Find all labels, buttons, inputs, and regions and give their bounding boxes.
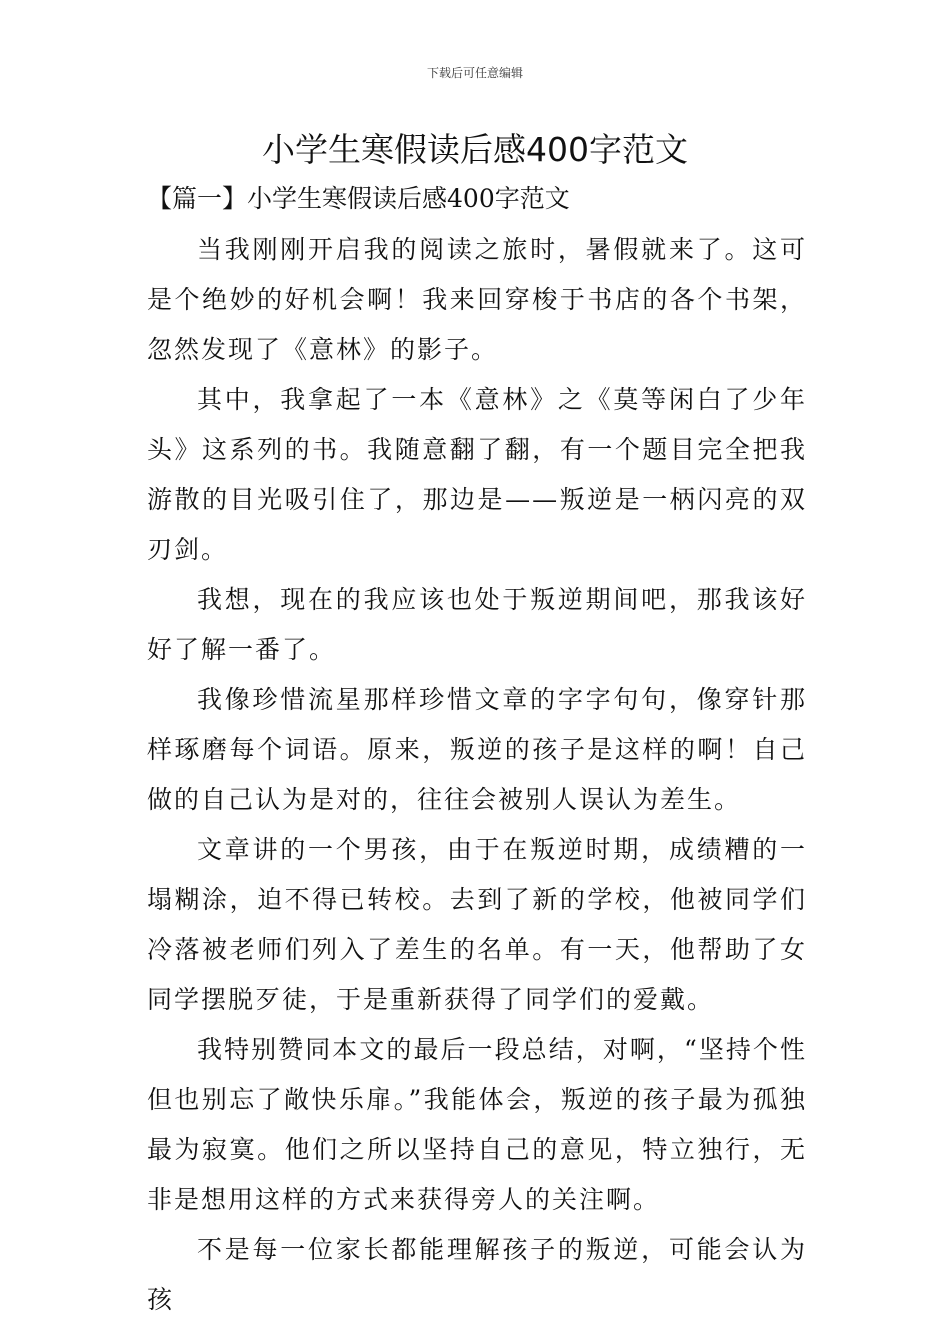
paragraph: 我想，现在的我应该也处于叛逆期间吧，那我该好好了解一番了。 xyxy=(147,585,807,664)
section-heading: 【篇一】小学生寒假读后感400字范文 xyxy=(147,184,570,213)
paragraph: 不是每一位家长都能理解孩子的叛逆，可能会认为孩 xyxy=(147,1235,807,1314)
paragraph: 当我刚刚开启我的阅读之旅时，暑假就来了。这可是个绝妙的好机会啊！我来回穿梭于书店的各个书架，忽然发现了《意林》的影子。 xyxy=(147,235,807,364)
article-body xyxy=(147,225,807,1325)
paragraph: 我特别赞同本文的最后一段总结，对啊，“坚持个性但也别忘了敞快乐扉。”我能体会，叛逆的孩子最为孤独最为寂寞。他们之所以坚持自己的意见，特立独行，无非是想用这样的方式来获得旁人的关注啊。 xyxy=(147,1035,807,1214)
paragraph: 其中，我拿起了一本《意林》之《莫等闲白了少年头》这系列的书。我随意翻了翻，有一个题目完全把我游散的目光吸引住了，那边是——叛逆是一柄闪亮的双刃剑。 xyxy=(147,385,807,564)
paragraph: 我像珍惜流星那样珍惜文章的字字句句，像穿针那样琢磨每个词语。原来，叛逆的孩子是这样的啊！自己做的自己认为是对的，往往会被别人误认为差生。 xyxy=(147,685,807,814)
paragraph: 文章讲的一个男孩，由于在叛逆时期，成绩糟的一塌糊涂，迫不得已转校。去到了新的学校，他被同学们冷落被老师们列入了差生的名单。有一天，他帮助了女同学摆脱歹徒，于是重新获得了同学们的爱戴。 xyxy=(147,835,807,1014)
header-note: 下载后可任意编辑 xyxy=(426,66,523,80)
page-title: 小学生寒假读后感400字范文 xyxy=(262,130,688,169)
